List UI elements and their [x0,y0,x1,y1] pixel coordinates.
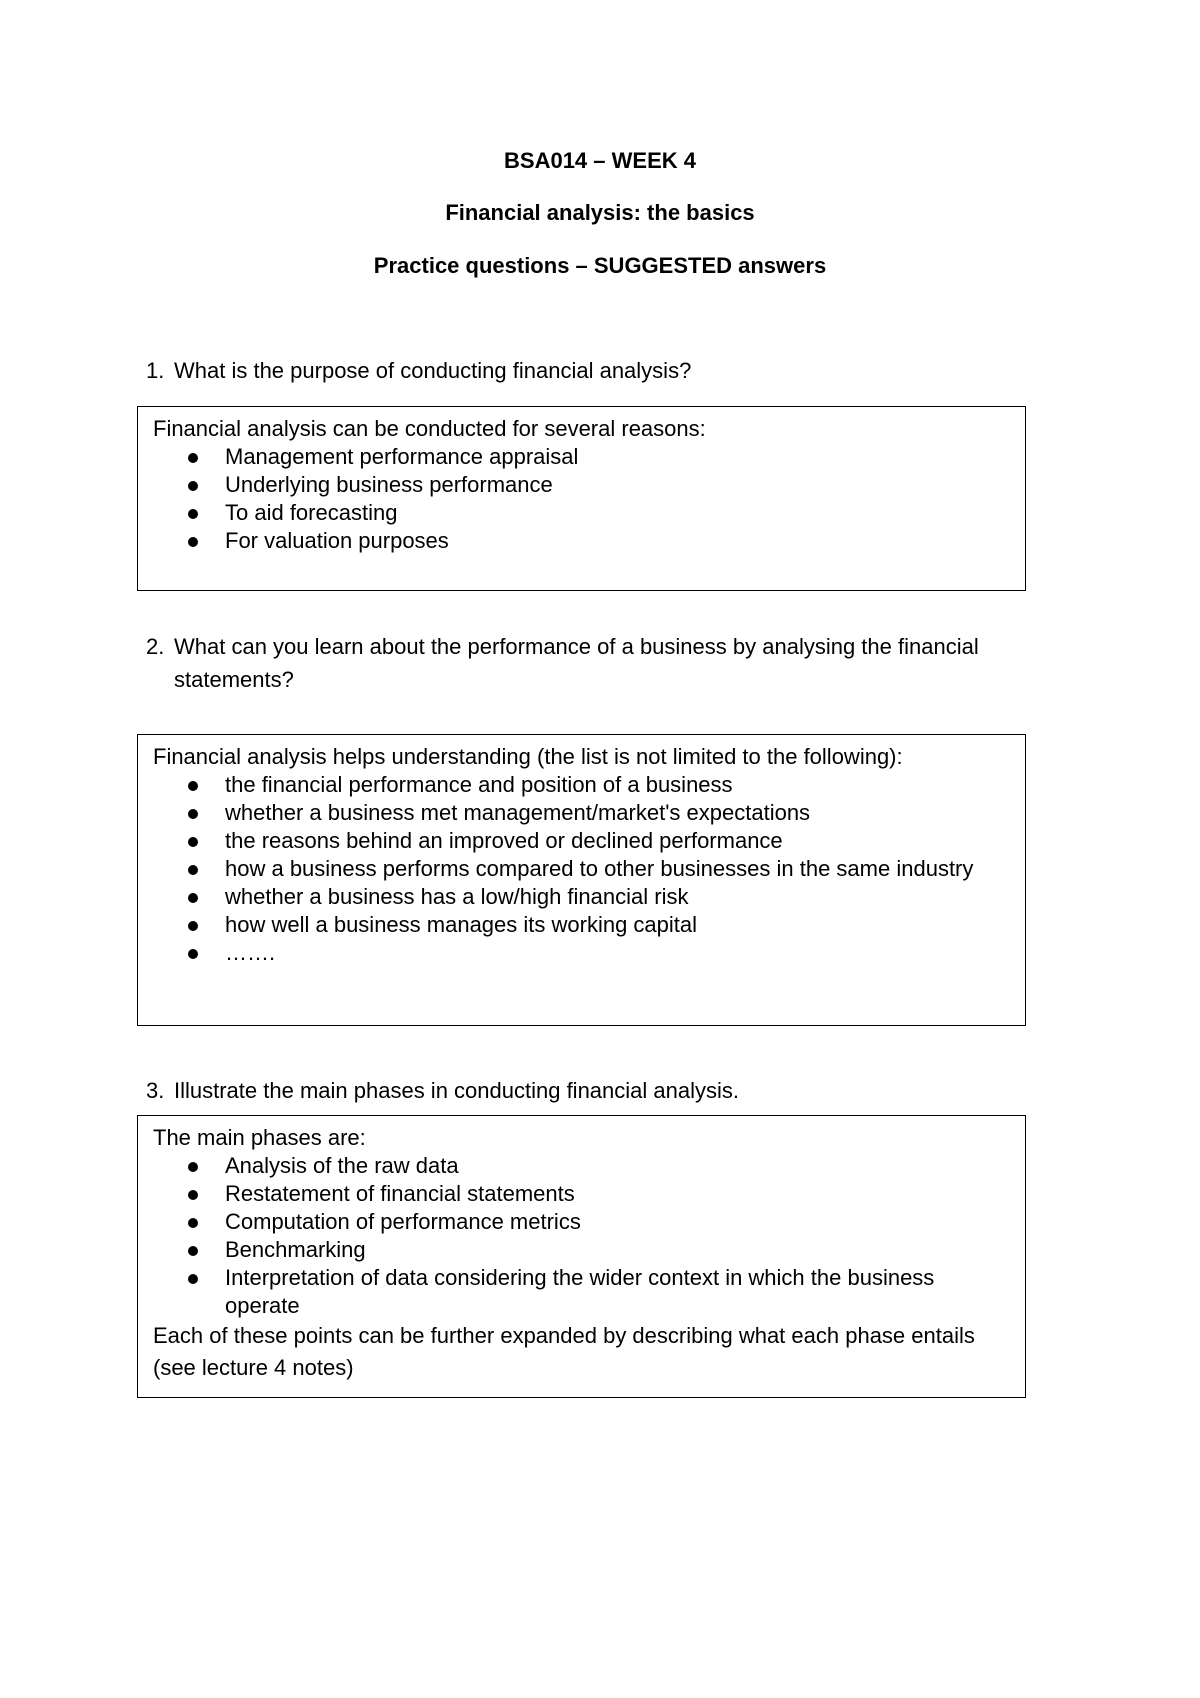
document-subtitle: Practice questions – SUGGESTED answers [373,253,827,278]
bullet-icon [188,453,198,463]
answer-bullet-list [153,1152,1011,1320]
bullet-icon [188,893,198,903]
bullet-icon [188,1246,198,1256]
list-item: whether a business has a low/high financial risk [153,883,1011,911]
list-item: the financial performance and position of a business [153,771,1011,799]
list-item: For valuation purposes [153,527,1011,555]
list-item: ……. [153,939,1011,967]
bullet-icon [188,1190,198,1200]
bullet-icon [188,949,198,959]
list-item: Benchmarking [153,1236,1011,1264]
list-item: how a business performs compared to other businesses in the same industry [153,855,1011,883]
question-1 [146,354,1026,387]
bullet-icon [188,921,198,931]
bullet-icon [188,809,198,819]
bullet-icon [188,509,198,519]
answer-bullet-list [153,443,1011,555]
bullet-icon [188,537,198,547]
bullet-icon [188,1274,198,1284]
answer-intro: Financial analysis can be conducted for several reasons: [153,416,706,441]
question-3 [146,1074,1026,1107]
list-item: Analysis of the raw data [153,1152,1011,1180]
bullet-icon [188,481,198,491]
answer-box-3 [137,1115,1026,1398]
bullet-icon [188,781,198,791]
bullet-icon [188,865,198,875]
bullet-icon [188,1162,198,1172]
list-item: Management performance appraisal [153,443,1011,471]
list-item: whether a business met management/market's expectations [153,799,1011,827]
question-number: 1. [146,358,165,383]
answer-intro: The main phases are: [153,1125,366,1150]
question-2 [146,630,1026,696]
question-text: Illustrate the main phases in conducting financial analysis. [174,1078,739,1103]
list-item: To aid forecasting [153,499,1011,527]
question-number: 3. [146,1078,165,1103]
answer-bullet-list [153,771,1011,967]
document-title: Financial analysis: the basics [445,200,755,225]
answer-box-1 [137,406,1026,591]
bullet-icon [188,837,198,847]
answer-box-2 [137,734,1026,1026]
question-text: What is the purpose of conducting financial analysis? [174,358,692,383]
list-item: Interpretation of data considering the wider context in which the business operate [153,1264,1011,1320]
question-text: What can you learn about the performance of a business by analysing the financial statements? [174,634,979,692]
course-code-heading: BSA014 – WEEK 4 [504,148,696,173]
list-item: Underlying business performance [153,471,1011,499]
answer-outro: Each of these points can be further expanded by describing what each phase entails (see lecture 4 notes) [153,1323,975,1380]
bullet-icon [188,1218,198,1228]
list-item: Computation of performance metrics [153,1208,1011,1236]
list-item: the reasons behind an improved or declined performance [153,827,1011,855]
list-item: how well a business manages its working capital [153,911,1011,939]
answer-intro: Financial analysis helps understanding (the list is not limited to the following): [153,744,903,769]
question-number: 2. [146,634,165,659]
list-item: Restatement of financial statements [153,1180,1011,1208]
